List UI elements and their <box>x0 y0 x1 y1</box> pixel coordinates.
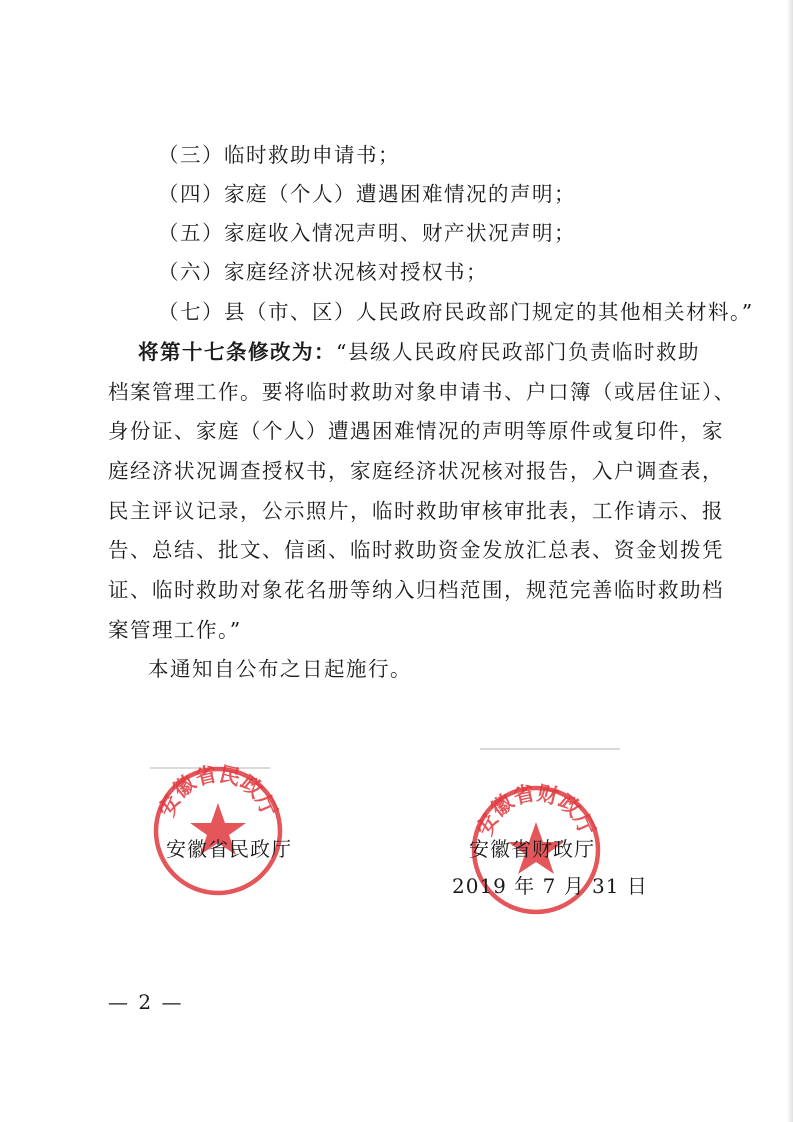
scan-edge <box>787 0 793 1122</box>
amendment-line: 案管理工作。” <box>108 618 242 642</box>
closing-statement: 本通知自公布之日起施行。 <box>148 657 412 681</box>
issue-date: 2019 年 7 月 31 日 <box>452 874 648 898</box>
left-signatory: 安徽省民政厅 <box>166 837 292 861</box>
amendment-lead: 将第十七条修改为： <box>138 340 336 364</box>
amendment-line: 庭经济状况调查授权书，家庭经济状况核对报告，入户调查表， <box>108 459 724 483</box>
page-number: — 2 — <box>108 990 184 1014</box>
amendment-line: 身份证、家庭（个人）遭遇困难情况的声明等原件或复印件，家 <box>108 419 724 443</box>
list-item-4: （四）家庭（个人）遭遇困难情况的声明； <box>158 182 576 206</box>
list-item-7: （七）县（市、区）人民政府民政部门规定的其他相关材料。” <box>158 300 754 324</box>
amendment-line: 告、总结、批文、信函、临时救助资金发放汇总表、资金划拨凭 <box>108 538 724 562</box>
list-item-3: （三）临时救助申请书； <box>158 143 400 167</box>
list-item-5: （五）家庭收入情况声明、财产状况声明； <box>158 221 576 245</box>
seal-text: 安徽省财政厅 <box>471 782 601 840</box>
amendment-line: 证、临时救助对象花名册等纳入归档范围，规范完善临时救助档 <box>108 578 724 602</box>
scan-artifact <box>480 748 620 750</box>
seal-text: 安徽省民政厅 <box>153 763 283 821</box>
amendment-line: 档案管理工作。要将临时救助对象申请书、户口簿（或居住证）、 <box>108 380 736 404</box>
amendment-first-line <box>138 334 728 370</box>
right-signatory: 安徽省财政厅 <box>469 837 595 861</box>
amendment-line: 民主评议记录，公示照片，临时救助审核审批表，工作请示、报 <box>108 499 724 523</box>
seal-graphic <box>150 763 286 899</box>
list-item-6: （六）家庭经济状况核对授权书； <box>158 260 488 284</box>
civil-affairs-seal <box>150 763 286 899</box>
amendment-text: “县级人民政府民政部门负责临时救助 <box>336 340 700 364</box>
